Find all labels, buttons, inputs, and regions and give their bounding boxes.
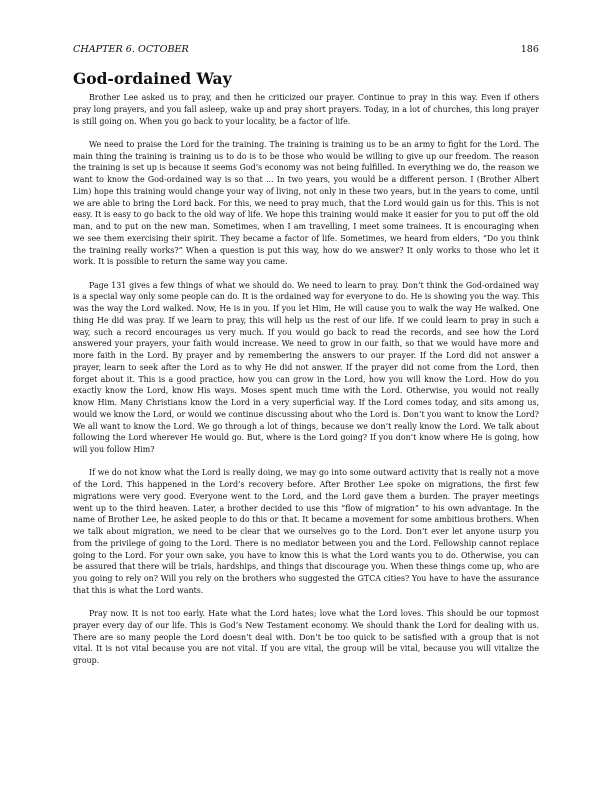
running-header xyxy=(73,44,539,56)
chapter-heading: CHAPTER 6. OCTOBER xyxy=(73,44,189,55)
body-text xyxy=(73,92,539,678)
paragraph: Page 131 gives a few things of what we should do. We need to learn to pray. Don’t think the God-ordained way is a special way only some people can do. It is the ordained way for everyone to do. He is showing you the way. This was the way the Lord walked. Now, He is in you. If you let Him, He will cause you to walk the way He walked. One thing He did was pray. If we learn to pray, this will help us the rest of our life. If we could learn to pray in such a way, such a record encourages us very much. If you would go back to read the records, and see how the Lord answered your prayers, your faith would increase. We need to grow in our faith, so that we would have more and more faith in the Lord. By prayer and by remembering the answers to our prayer. If the Lord did not answer a prayer, learn to seek after the Lord as to why He did not answer. If the prayer did not come from the Lord, then forget about it. This is a good practice, how you can grow in the Lord, how you will know the Lord. How do you exactly know the Lord, know His ways. Moses spent much time with the Lord. Otherwise, you would not really know Him. Many Christians know the Lord in a very superficial way. If the Lord comes today, and sits among us, would we know the Lord, or would we continue discussing about who the Lord is. Don’t you want to know the Lord? We all want to know the Lord. We go through a lot of things, because we don’t really know the Lord. We talk about following the Lord wherever He would go. But, where is the Lord going? If you don’t know where He is going, how will you follow Him? xyxy=(73,280,539,454)
page-number: 186 xyxy=(520,44,539,55)
paragraph: If we do not know what the Lord is really doing, we may go into some outward activity that is really not a move of the Lord. This happened in the Lord’s recovery before. After Brother Lee spoke on migrations, the first few migrations were very good. Everyone went to the Lord, and the Lord gave them a burden. The prayer meetings went up to the third heaven. Later, a brother decided to use this “flow of migration” to his own advantage. In the name of Brother Lee, he asked people to do this or that. It became a movement for some ambitious brothers. When we talk about migration, we need to be clear that we ourselves go to the Lord. Don’t ever let anyone usurp you from the privilege of going to the Lord. There is no mediator between you and the Lord. Fellowship cannot replace going to the Lord. For your own sake, you have to know this is what the Lord wants you to do. Otherwise, you can be assured that there will be trials, hardships, and things that discourage you. When these things come up, who are you going to rely on? Will you rely on the brothers who suggested the GTCA cities? You have to have the assurance that this is what the Lord wants. xyxy=(73,468,539,595)
paragraph: Pray now. It is not too early. Hate what the Lord hates; love what the Lord loves. This should be our topmost prayer every day of our life. This is God’s New Testament economy. We should thank the Lord for dealing with us. There are so many people the Lord doesn’t deal with. Don’t be too quick to be satisfied with a group that is not vital. It is not vital because you are not vital. If you are vital, the group will be vital, because you will vitalize the group. xyxy=(73,609,539,665)
paragraph: We need to praise the Lord for the training. The training is training us to be an army to fight for the Lord. The main thing the training is training us to do is to be those who would be willing to give up our freedom. The reason the training is set up is because it seems God’s economy was not being fulfilled. In everything we do, the reason we want to know the God-ordained way is so that ... In two years, you would be a different person. I (Brother Albert Lim) hope this training would change your way of living, not only in these two years, but in the years to come, until we are able to bring the Lord back. For this, we need to pray much, that the Lord would gain us for this. This is not easy. It is easy to go back to the old way of life. We hope this training would make it easier for you to put off the old man, and to put on the new man. Sometimes, when I am travelling, I meet some trainees. It is encouraging when we see them exercising their spirit. They became a factor of life. Sometimes, we heard from elders, “Do you think the training really works?” When a question is put this way, how do we answer? It only works to those who let it work. It is possible to return the same way you came. xyxy=(73,139,539,267)
paragraph: Brother Lee asked us to pray, and then he criticized our prayer. Continue to pray in this way. Even if others pray long prayers, and you fall asleep, wake up and pray short prayers. Today, in a lot of churches, this long prayer is still going on. When you go back to your locality, be a factor of life. xyxy=(73,93,539,126)
section-title: God-ordained Way xyxy=(73,69,232,88)
